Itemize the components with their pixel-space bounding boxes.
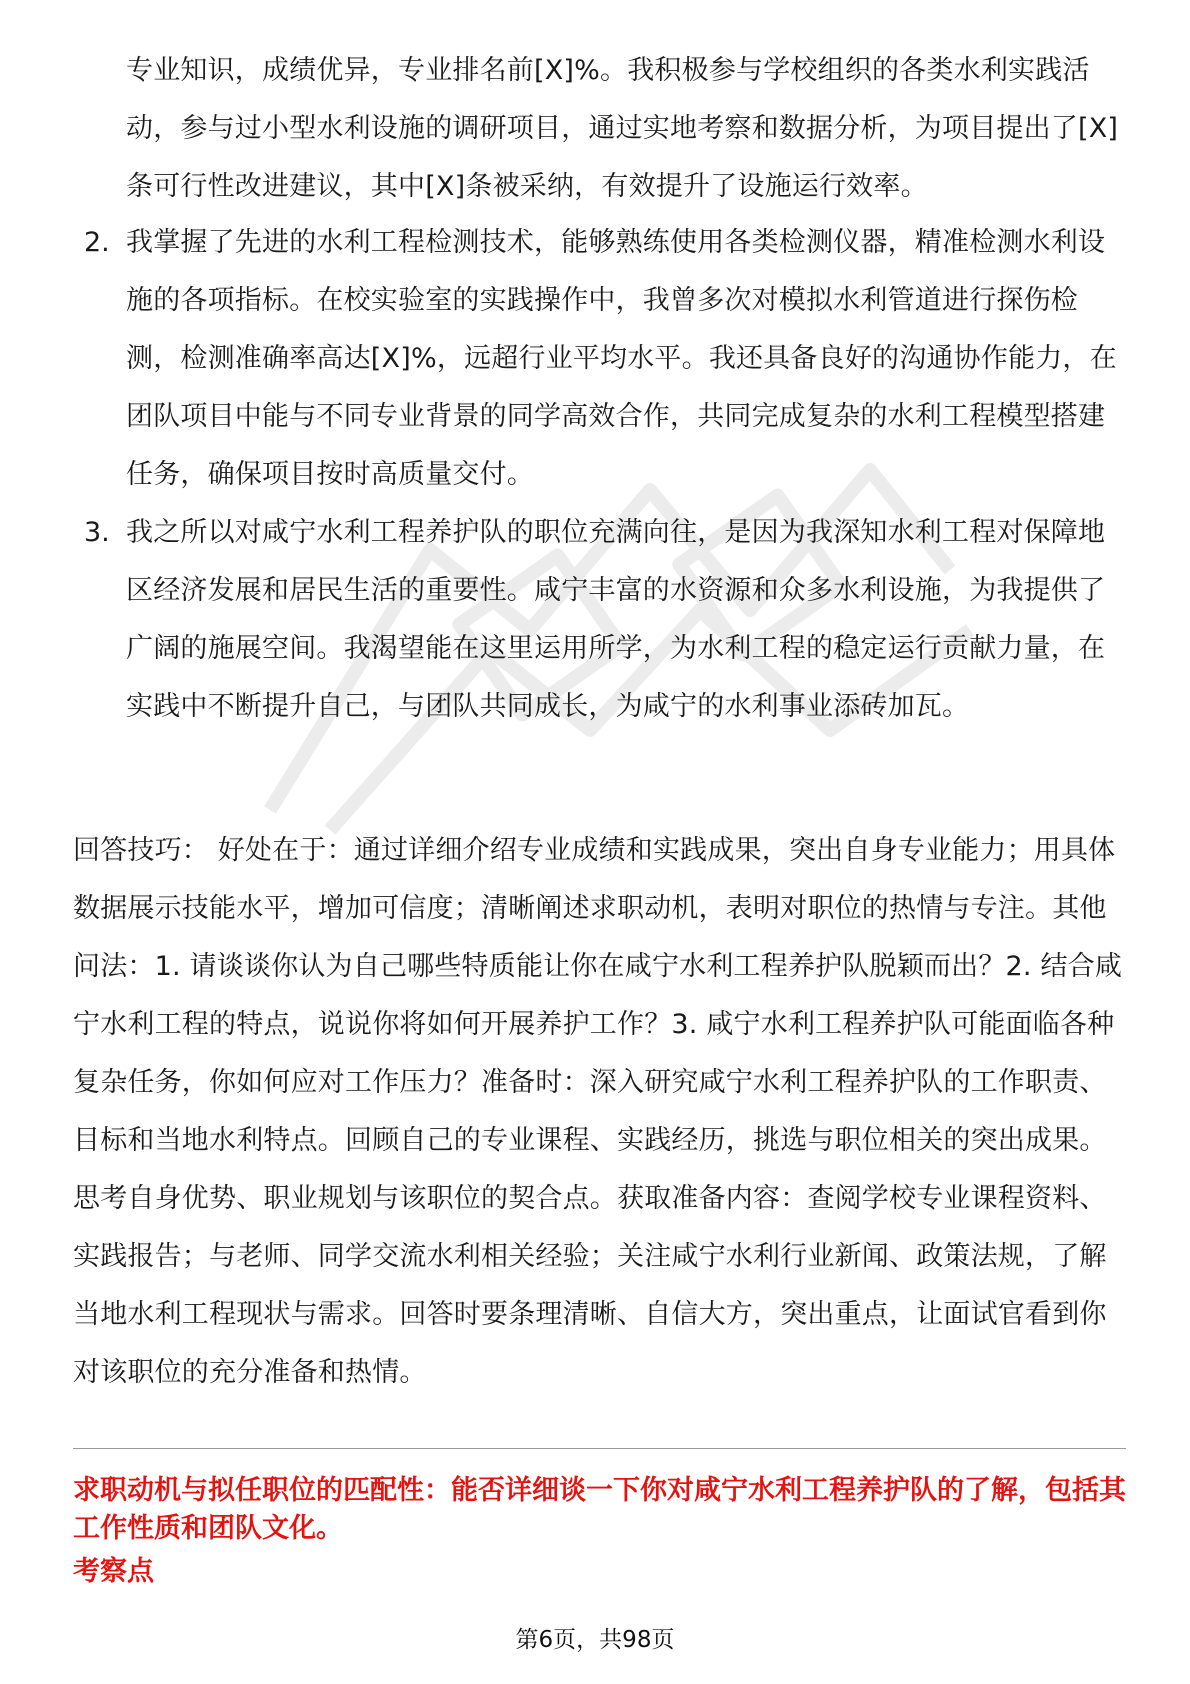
question-heading: 求职动机与拟任职位的匹配性：能否详细谈一下你对咸宁水利工程养护队的了解，包括其工作性质和团队文化。 <box>73 1475 1126 1544</box>
section-label: 考察点 <box>73 1556 154 1587</box>
answer-tips-paragraph: 回答技巧： 好处在于：通过详细介绍专业成绩和实践成果，突出自身专业能力；用具体数据展示技能水平，增加可信度；清晰阐述求职动机，表明对职位的热情与专注。其他问法：1. 请谈谈你认为自己哪些特质能让你在咸宁水利工程养护队脱颖而出？2. 结合咸宁水利工程的特点，说说你将如何开展养护工作？3. 咸宁水利工程养护队可能面临各种复杂任务，你如何应对工作压力？准备时：深入研究咸宁水利工程养护队的工作职责、目标和当地水利特点。回顾自己的专业课程、实践经历，挑选与职位相关的突出成果。思考自身优势、职业规划与该职位的契合点。获取准备内容：查阅学校专业课程资料、实践报告；与老师、同学交流水利相关经验；关注咸宁水利行业新闻、政策法规，了解当地水利工程现状与需求。回答时要条理清晰、自信大方，突出重点，让面试官看到你对该职位的充分准备和热情。 <box>73 835 1123 1388</box>
page-number-footer: 第6页，共98页 <box>515 1627 675 1653</box>
list-item-text: 我之所以对咸宁水利工程养护队的职位充满向往，是因为我深知水利工程对保障地区经济发展和居民生活的重要性。咸宁丰富的水资源和众多水利设施，为我提供了广阔的施展空间。我渴望能在这里运用所学，为水利工程的稳定运行贡献力量，在实践中不断提升自己，与团队共同成长，为咸宁的水利事业添砖加瓦。 <box>126 517 1106 722</box>
list-item-1-continuation: 专业知识，成绩优异，专业排名前[X]%。我积极参与学校组织的各类水利实践活动，参与过小型水利设施的调研项目，通过实地考察和数据分析，为项目提出了[X]条可行性改进建议，其中[X]条被采纳，有效提升了设施运行效率。 <box>126 55 1119 202</box>
list-number: 2. <box>84 227 110 258</box>
section-divider <box>73 1448 1126 1449</box>
list-number: 3. <box>84 517 110 548</box>
list-item-text: 我掌握了先进的水利工程检测技术，能够熟练使用各类检测仪器，精准检测水利设施的各项指标。在校实验室的实践操作中，我曾多次对模拟水利管道进行探伤检测，检测准确率高达[X]%，远超行业平均水平。我还具备良好的沟通协作能力，在团队项目中能与不同专业背景的同学高效合作，共同完成复杂的水利工程模型搭建任务，确保项目按时高质量交付。 <box>126 227 1117 490</box>
